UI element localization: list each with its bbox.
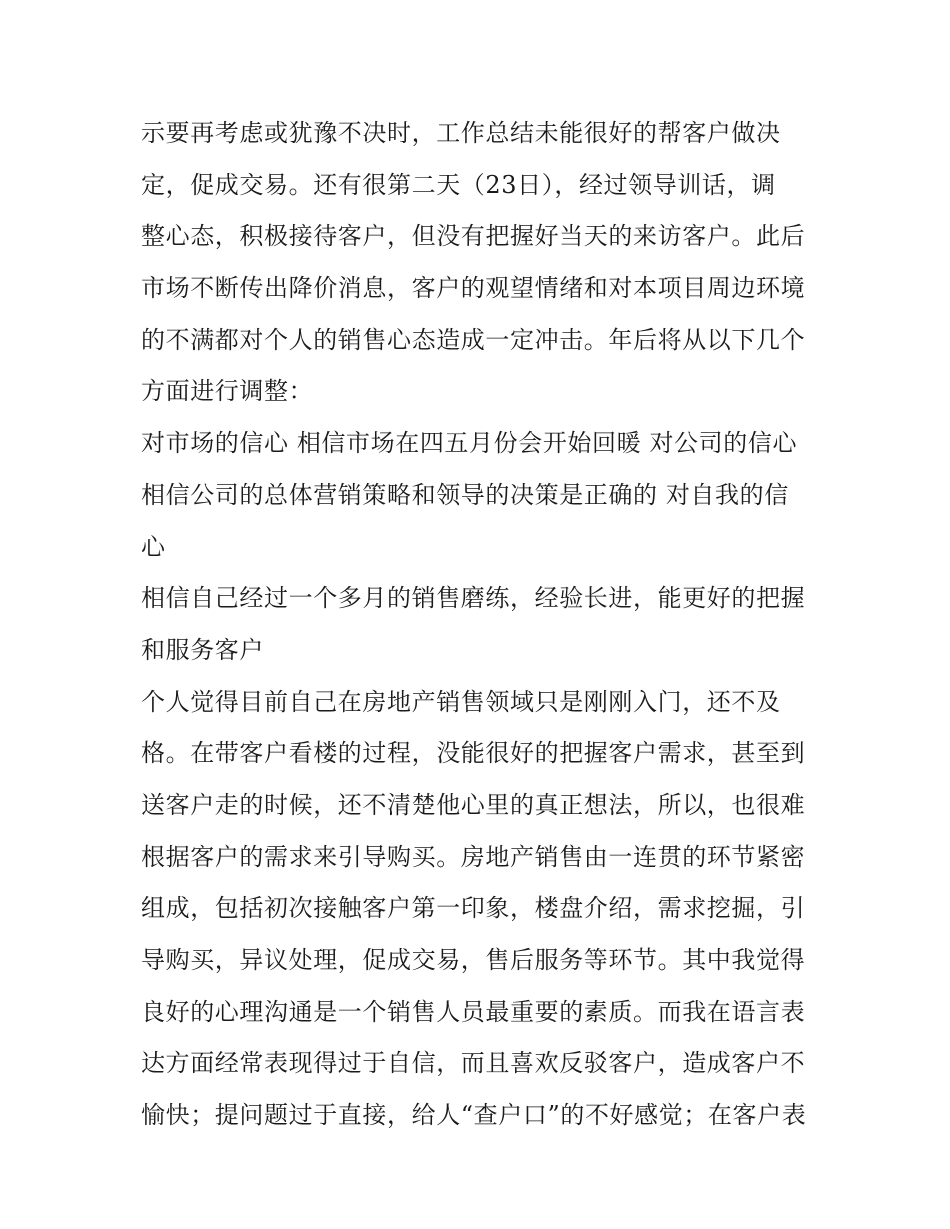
text-line: 示要再考虑或犹豫不决时，工作总结未能很好的帮客户做决 bbox=[141, 119, 781, 147]
text-line: 定，促成交易。还有很第二天（23日），经过领导训话，调 bbox=[141, 170, 776, 199]
text-line: 相信公司的总体营销策略和领导的决策是正确的 对自我的信 bbox=[141, 480, 789, 509]
text-line: 根据客户的需求来引导购买。房地产销售由一连贯的环节紧密 bbox=[141, 842, 806, 871]
text-line: 格。在带客户看楼的过程，没能很好的把握客户需求，甚至到 bbox=[141, 739, 806, 768]
text-line: 和服务客户 bbox=[141, 635, 264, 664]
text-line: 相信自己经过一个多月的销售磨练，经验长进，能更好的把握 bbox=[141, 584, 806, 613]
text-line: 良好的心理沟通是一个销售人员最重要的素质。而我在语言表 bbox=[141, 997, 806, 1026]
document-body bbox=[141, 108, 821, 1142]
text-line: 愉快；提问题过于直接，给人“查户口”的不好感觉；在客户表 bbox=[141, 1101, 807, 1130]
text-line: 市场不断传出降价消息，客户的观望情绪和对本项目周边环境 bbox=[141, 274, 806, 303]
text-line: 整心态，积极接待客户，但没有把握好当天的来访客户。此后 bbox=[141, 222, 806, 251]
text-line: 达方面经常表现得过于自信，而且喜欢反驳客户，造成客户不 bbox=[141, 1049, 806, 1078]
text-line: 送客户走的时候，还不清楚他心里的真正想法，所以，也很难 bbox=[141, 790, 806, 819]
text-line: 组成，包括初次接触客户第一印象，楼盘介绍，需求挖掘，引 bbox=[141, 894, 806, 923]
text-line: 心 bbox=[141, 532, 166, 561]
text-line: 方面进行调整： bbox=[141, 377, 314, 406]
text-line: 对市场的信心 相信市场在四五月份会开始回暖 对公司的信心 bbox=[141, 429, 798, 458]
text-line: 的不满都对个人的销售心态造成一定冲击。年后将从以下几个 bbox=[141, 325, 806, 354]
text-line: 导购买，异议处理，促成交易，售后服务等环节。其中我觉得 bbox=[141, 946, 806, 974]
text-line: 个人觉得目前自己在房地产销售领域只是刚刚入门，还不及 bbox=[141, 687, 781, 716]
